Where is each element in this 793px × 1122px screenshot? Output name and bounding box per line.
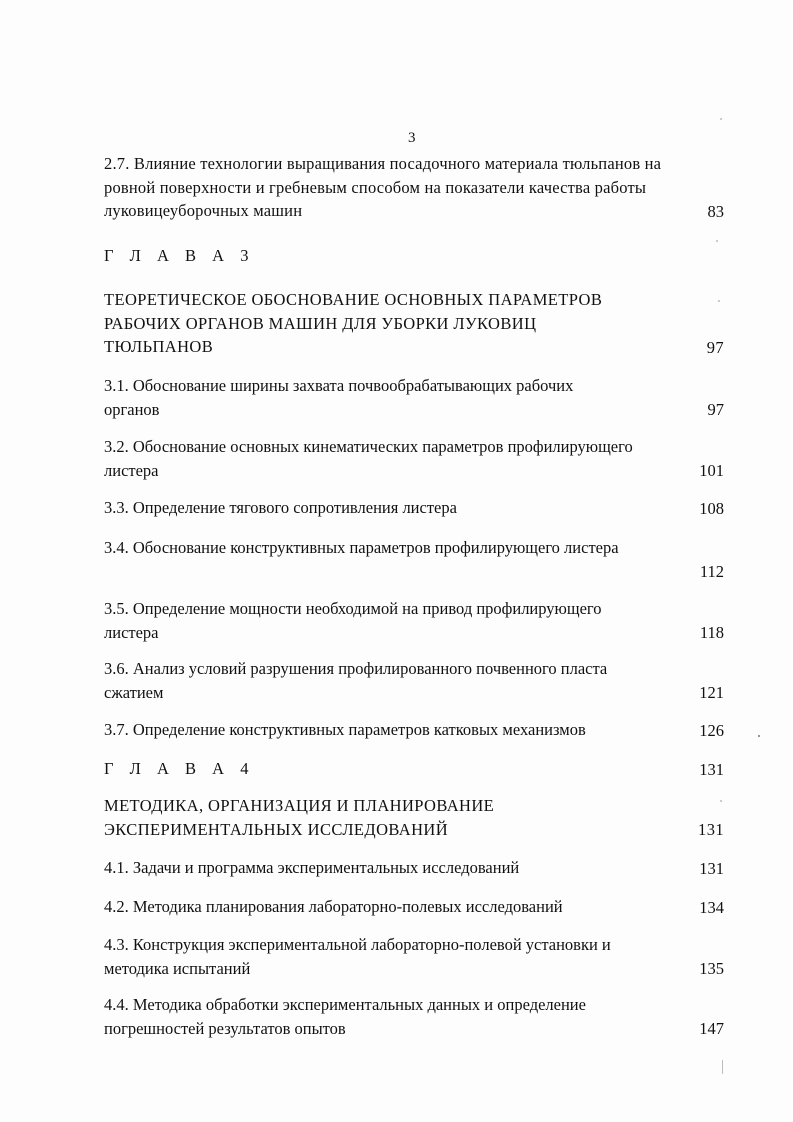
entry-line: РАБОЧИХ ОРГАНОВ МАШИН ДЛЯ УБОРКИ ЛУКОВИЦ: [104, 313, 537, 333]
chapter-label: Г Л А В А 3: [104, 246, 255, 265]
toc-entry-4-4: [104, 993, 724, 1040]
chapter-4-heading: [104, 757, 724, 781]
chapter-3-heading: [104, 244, 724, 268]
entry-page: 135: [699, 958, 724, 978]
entry-line: луковицеуборочных машин: [104, 201, 303, 220]
entry-line: 2.7. Влияние технологии выращивания посадочного материала тюльпанов на: [104, 154, 662, 173]
scan-speck: [716, 240, 718, 242]
entry-line: листера: [104, 622, 159, 642]
toc-entry-4-2: [104, 895, 724, 919]
entry-page: 108: [699, 498, 724, 518]
entry-line: ТЮЛЬПАНОВ: [104, 337, 214, 356]
chapter-label: Г Л А В А 4: [104, 759, 255, 778]
entry-line: 4.3. Конструкция экспериментальной лабораторно-полевой установки и: [104, 935, 611, 954]
entry-line: органов: [104, 399, 160, 419]
entry-page: 131: [698, 819, 724, 839]
toc-entry-3-7: [104, 718, 724, 742]
entry-page: 121: [699, 682, 724, 702]
entry-page: 118: [699, 622, 724, 642]
entry-line: 4.1. Задачи и программа экспериментальных исследований: [104, 858, 520, 877]
entry-page: 147: [699, 1018, 724, 1038]
scan-speck: [722, 1060, 723, 1074]
entry-page: 134: [699, 897, 724, 917]
toc-entry-3-2: [104, 435, 724, 482]
toc-entry-2-7: [104, 152, 724, 223]
entry-page: 97: [706, 337, 724, 357]
scan-speck: [758, 735, 760, 737]
toc-entry-4-3: [104, 933, 724, 980]
entry-line: 4.4. Методика обработки экспериментальных данных и определение: [104, 995, 586, 1014]
entry-line: листера: [104, 460, 159, 480]
scan-speck: [718, 300, 720, 302]
entry-line: сжатием: [104, 682, 164, 702]
entry-line: 4.2. Методика планирования лабораторно-полевых исследований: [104, 897, 563, 916]
entry-page: 131: [699, 759, 724, 779]
entry-page: 97: [707, 399, 724, 419]
toc-entry-3-1: [104, 374, 724, 421]
entry-page: 83: [707, 201, 724, 221]
entry-line: 3.6. Анализ условий разрушения профилированного почвенного пласта: [104, 659, 608, 678]
entry-line: 3.3. Определение тягового сопротивления листера: [104, 498, 457, 517]
toc-chapter-4-title: [104, 794, 724, 841]
entry-line: МЕТОДИКА, ОРГАНИЗАЦИЯ И ПЛАНИРОВАНИЕ: [104, 796, 495, 815]
entry-line: 3.1. Обоснование ширины захвата почвообрабатывающих рабочих: [104, 376, 574, 395]
toc-entry-3-6: [104, 657, 724, 704]
entry-page: 101: [699, 460, 724, 480]
entry-line: погрешностей результатов опытов: [104, 1018, 346, 1038]
entry-line: ТЕОРЕТИЧЕСКОЕ ОБОСНОВАНИЕ ОСНОВНЫХ ПАРАМЕТРОВ: [104, 290, 603, 309]
toc-entry-4-1: [104, 856, 724, 880]
entry-line: 3.2. Обоснование основных кинематических параметров профилирующего: [104, 437, 633, 456]
scan-speck: [720, 800, 722, 802]
entry-page: 126: [699, 720, 724, 740]
entry-line: ровной поверхности и гребневым способом на показатели качества работы: [104, 177, 647, 197]
entry-page: 112: [699, 561, 724, 581]
entry-line: ЭКСПЕРИМЕНТАЛЬНЫХ ИССЛЕДОВАНИЙ: [104, 819, 449, 839]
toc-entry-3-3: [104, 496, 724, 520]
entry-line: 3.4. Обоснование конструктивных параметров профилирующего листера: [104, 538, 619, 557]
entry-line: 3.7. Определение конструктивных параметров катковых механизмов: [104, 720, 586, 739]
entry-line: 3.5. Определение мощности необходимой на привод профилирующего: [104, 599, 602, 618]
toc-entry-3-5: [104, 597, 724, 644]
scan-speck: [720, 118, 722, 120]
toc-entry-3-4: [104, 536, 724, 583]
entry-page: 131: [699, 858, 724, 878]
page-number: 3: [408, 130, 416, 146]
entry-line: методика испытаний: [104, 958, 251, 978]
toc-chapter-3-title: [104, 288, 724, 359]
